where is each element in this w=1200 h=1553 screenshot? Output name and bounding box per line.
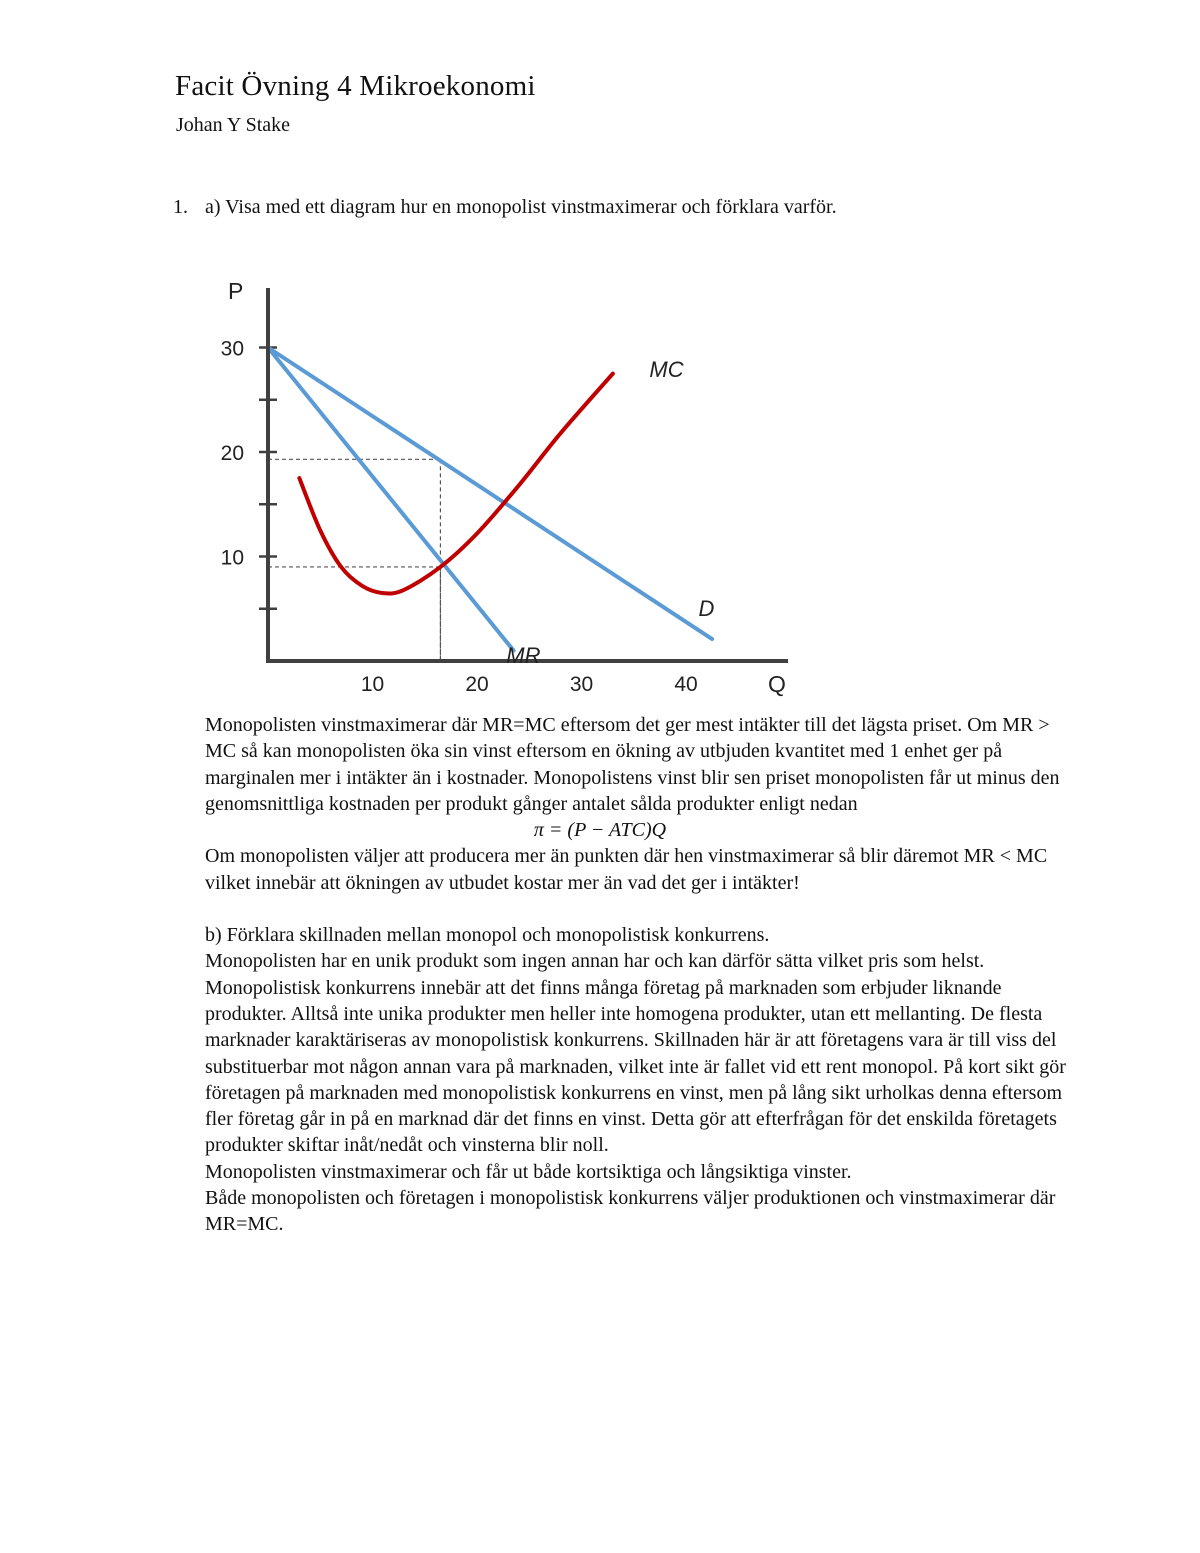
series-d-line: [268, 348, 712, 640]
answer-a-paragraph-1: Monopolisten vinstmaximerar där MR=MC eftersom det ger mest intäkter till det lägsta priset. Om MR > MC så kan monopolisten öka sin vinst eftersom en ökning av utbjuden kvantitet med 1 enhet ger på marginalen mer i intäkter än i kostnader. Monopolistens vinst blir sen priset monopolisten får ut minus den genomsnittliga kostnaden per produkt gånger antalet sålda produkter enligt nedan: [205, 714, 1060, 815]
answer-b-paragraph-1: Monopolisten har en unik produkt som ingen annan har och kan därför sätta vilket pris som helst.: [205, 950, 985, 973]
series-d-label: D: [698, 596, 715, 622]
answer-b-paragraph-4: Både monopolisten och företagen i monopolistisk konkurrens väljer produktionen och vinstmaximerar där MR=MC.: [205, 1187, 1056, 1236]
x-tick-label: 30: [569, 673, 594, 696]
dashed-guides: [268, 459, 440, 661]
series-mc-label: MC: [649, 356, 684, 382]
monopoly-chart: [200, 272, 810, 702]
answer-body: [205, 712, 1075, 1238]
question-number: 1.: [173, 196, 188, 218]
series-mc-line: [299, 374, 612, 594]
answer-b-paragraph-2: Monopolistisk konkurrens innebär att det finns många företag på marknaden som erbjuder liknande produkter. Alltså inte unika produkter men heller inte homogena produkter, utan ett mellanting. De flesta marknader karaktäriseras av monopolistisk konkurrens. Skillnaden här är att företagens vara är till viss del substituerbar mot någon annan vara på marknaden, vilket inte är fallet vid ett rent monopol. På kort sikt gör företagen på marknaden med monopolistisk konkurrens en vinst, men på lång sikt urholkas denna eftersom fler företag går in på en marknad där det finns en vinst. Detta gör att efterfrågan för det enskilda företagets produkter skiftar inåt/nedåt och vinsterna blir noll.: [205, 976, 1066, 1157]
x-tick-label: 40: [674, 673, 698, 696]
answer-b-paragraph-3: Monopolisten vinstmaximerar och får ut både kortsiktiga och långsiktiga vinster.: [205, 1160, 852, 1183]
answer-a-paragraph-2: Om monopolisten väljer att producera mer än punkten där hen vinstmaximerar så blir däremot MR < MC vilket innebär att ökningen av utbudet kostar mer än vad det ger i intäkter!: [205, 845, 1048, 894]
y-tick-label: 10: [220, 546, 244, 570]
document-title: Facit Övning 4 Mikroekonomi: [175, 70, 536, 102]
question-1a-prompt: a) Visa med ett diagram hur en monopolist vinstmaximerar och förklara varför.: [205, 196, 837, 218]
y-tick-label: 20: [220, 442, 244, 465]
x-tick-label: 10: [360, 673, 385, 696]
question-1b-prompt: b) Förklara skillnaden mellan monopol och monopolistisk konkurrens.: [205, 924, 770, 947]
x-tick-label: 20: [465, 673, 489, 696]
axis-ticks: [221, 338, 698, 697]
series-mr-label: MR: [506, 643, 541, 669]
chart-series: [268, 348, 712, 651]
x-axis-label: Q: [768, 671, 786, 697]
y-tick-label: 30: [220, 337, 244, 361]
document-author: Johan Y Stake: [176, 114, 291, 136]
series-mr-line: [268, 348, 514, 651]
profit-formula: π = (P − ATC)Q: [533, 819, 667, 842]
y-axis-label: P: [228, 278, 244, 304]
